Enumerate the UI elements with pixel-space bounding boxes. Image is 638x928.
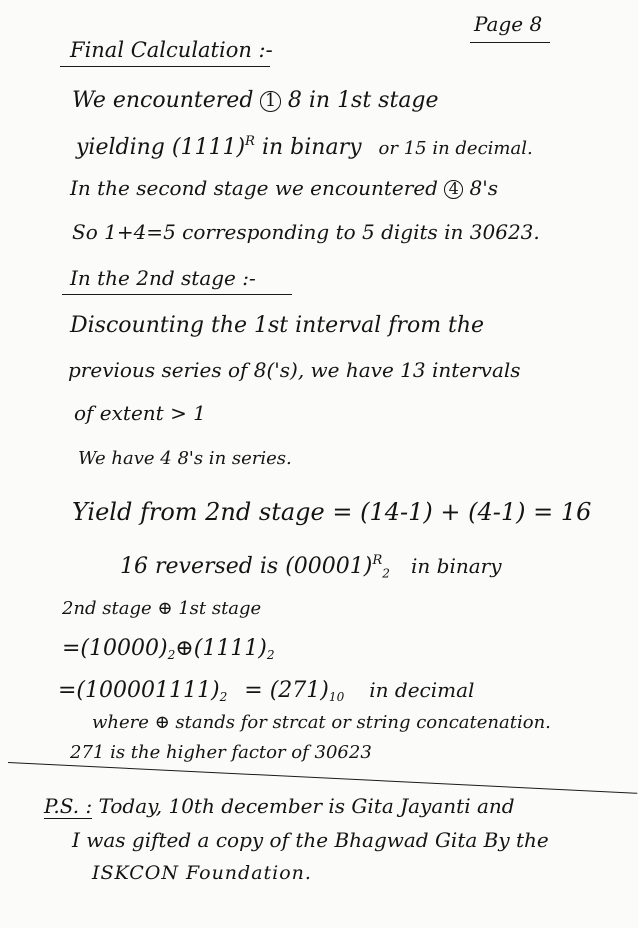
divider-line [8, 762, 637, 794]
concat-line2-sub1: 2 [167, 648, 176, 663]
concat-line2-text-a: =(10000) [62, 636, 168, 661]
heading: Final Calculation :- [70, 38, 273, 62]
ps-line3: ISKCON Foundation. [92, 862, 312, 884]
para2-line4: We have 4 8's in series. [78, 448, 292, 469]
ps-label: P.S. : [44, 794, 93, 818]
para1-line3-text-b: 8's [469, 176, 498, 200]
concat-line1: 2nd stage ⊕ 1st stage [62, 598, 262, 619]
para2-line2: previous series of 8('s), we have 13 intervals [68, 358, 521, 382]
para1-line4: So 1+4=5 corresponding to 5 digits in 30623. [72, 220, 540, 244]
concat-operator: ⊕ [175, 636, 194, 661]
para2-line6-text-b: in binary [411, 554, 502, 579]
concat-line5: 271 is the higher factor of 30623 [70, 742, 372, 763]
circled-number-1: 1 [260, 91, 280, 111]
para1-line3 [70, 178, 498, 199]
heading-underline [60, 66, 270, 67]
concat-line3-text-b: = (271) [244, 678, 329, 703]
concat-line2-text-b: (1111) [193, 636, 267, 661]
para2-line6-text-a: 16 reversed is (00001) [120, 554, 373, 580]
concat-line3-sub2: 10 [328, 690, 345, 705]
para1-line1-text-b: 8 in 1st stage [287, 88, 439, 113]
base-subscript-2: 2 [382, 566, 390, 581]
concat-line2-sub2: 2 [266, 648, 275, 663]
ps-line1 [44, 796, 515, 816]
reverse-superscript: R [245, 134, 255, 149]
ps-line1-text: Today, 10th december is Gita Jayanti and [98, 794, 515, 818]
page-number: Page 8 [474, 12, 543, 36]
concat-line3-sub1: 2 [219, 690, 228, 705]
para1-line2-text-c: or 15 in decimal. [378, 138, 533, 160]
concat-line3-text-a: =(100001111) [58, 678, 220, 703]
para1-line1-text-a: We encountered [72, 88, 254, 113]
ps-line2: I was gifted a copy of the Bhagwad Gita By the [72, 828, 549, 852]
subheading-underline [62, 294, 292, 295]
concat-line2 [62, 638, 275, 661]
circled-number-4: 4 [444, 180, 463, 199]
concat-line3-text-c: in decimal [369, 678, 475, 702]
para2-line5: Yield from 2nd stage = (14-1) + (4-1) = 16 [72, 498, 592, 526]
para1-line3-text-a: In the second stage we encountered [70, 176, 438, 200]
para1-line2-text-b: in binary [261, 135, 362, 161]
concat-line3 [58, 680, 474, 703]
para1-line2-text-a: yielding (1111) [76, 135, 246, 161]
para2-line6 [120, 554, 502, 580]
subheading: In the 2nd stage :- [70, 266, 256, 290]
concat-line4: where ⊕ stands for strcat or string concatenation. [92, 712, 551, 733]
para2-line1: Discounting the 1st interval from the [70, 313, 485, 338]
reverse-superscript-2: R [372, 553, 383, 568]
page-number-underline [470, 42, 550, 43]
para2-line3: of extent > 1 [74, 401, 206, 425]
para1-line2 [76, 135, 533, 159]
para1-line1 [72, 90, 439, 112]
